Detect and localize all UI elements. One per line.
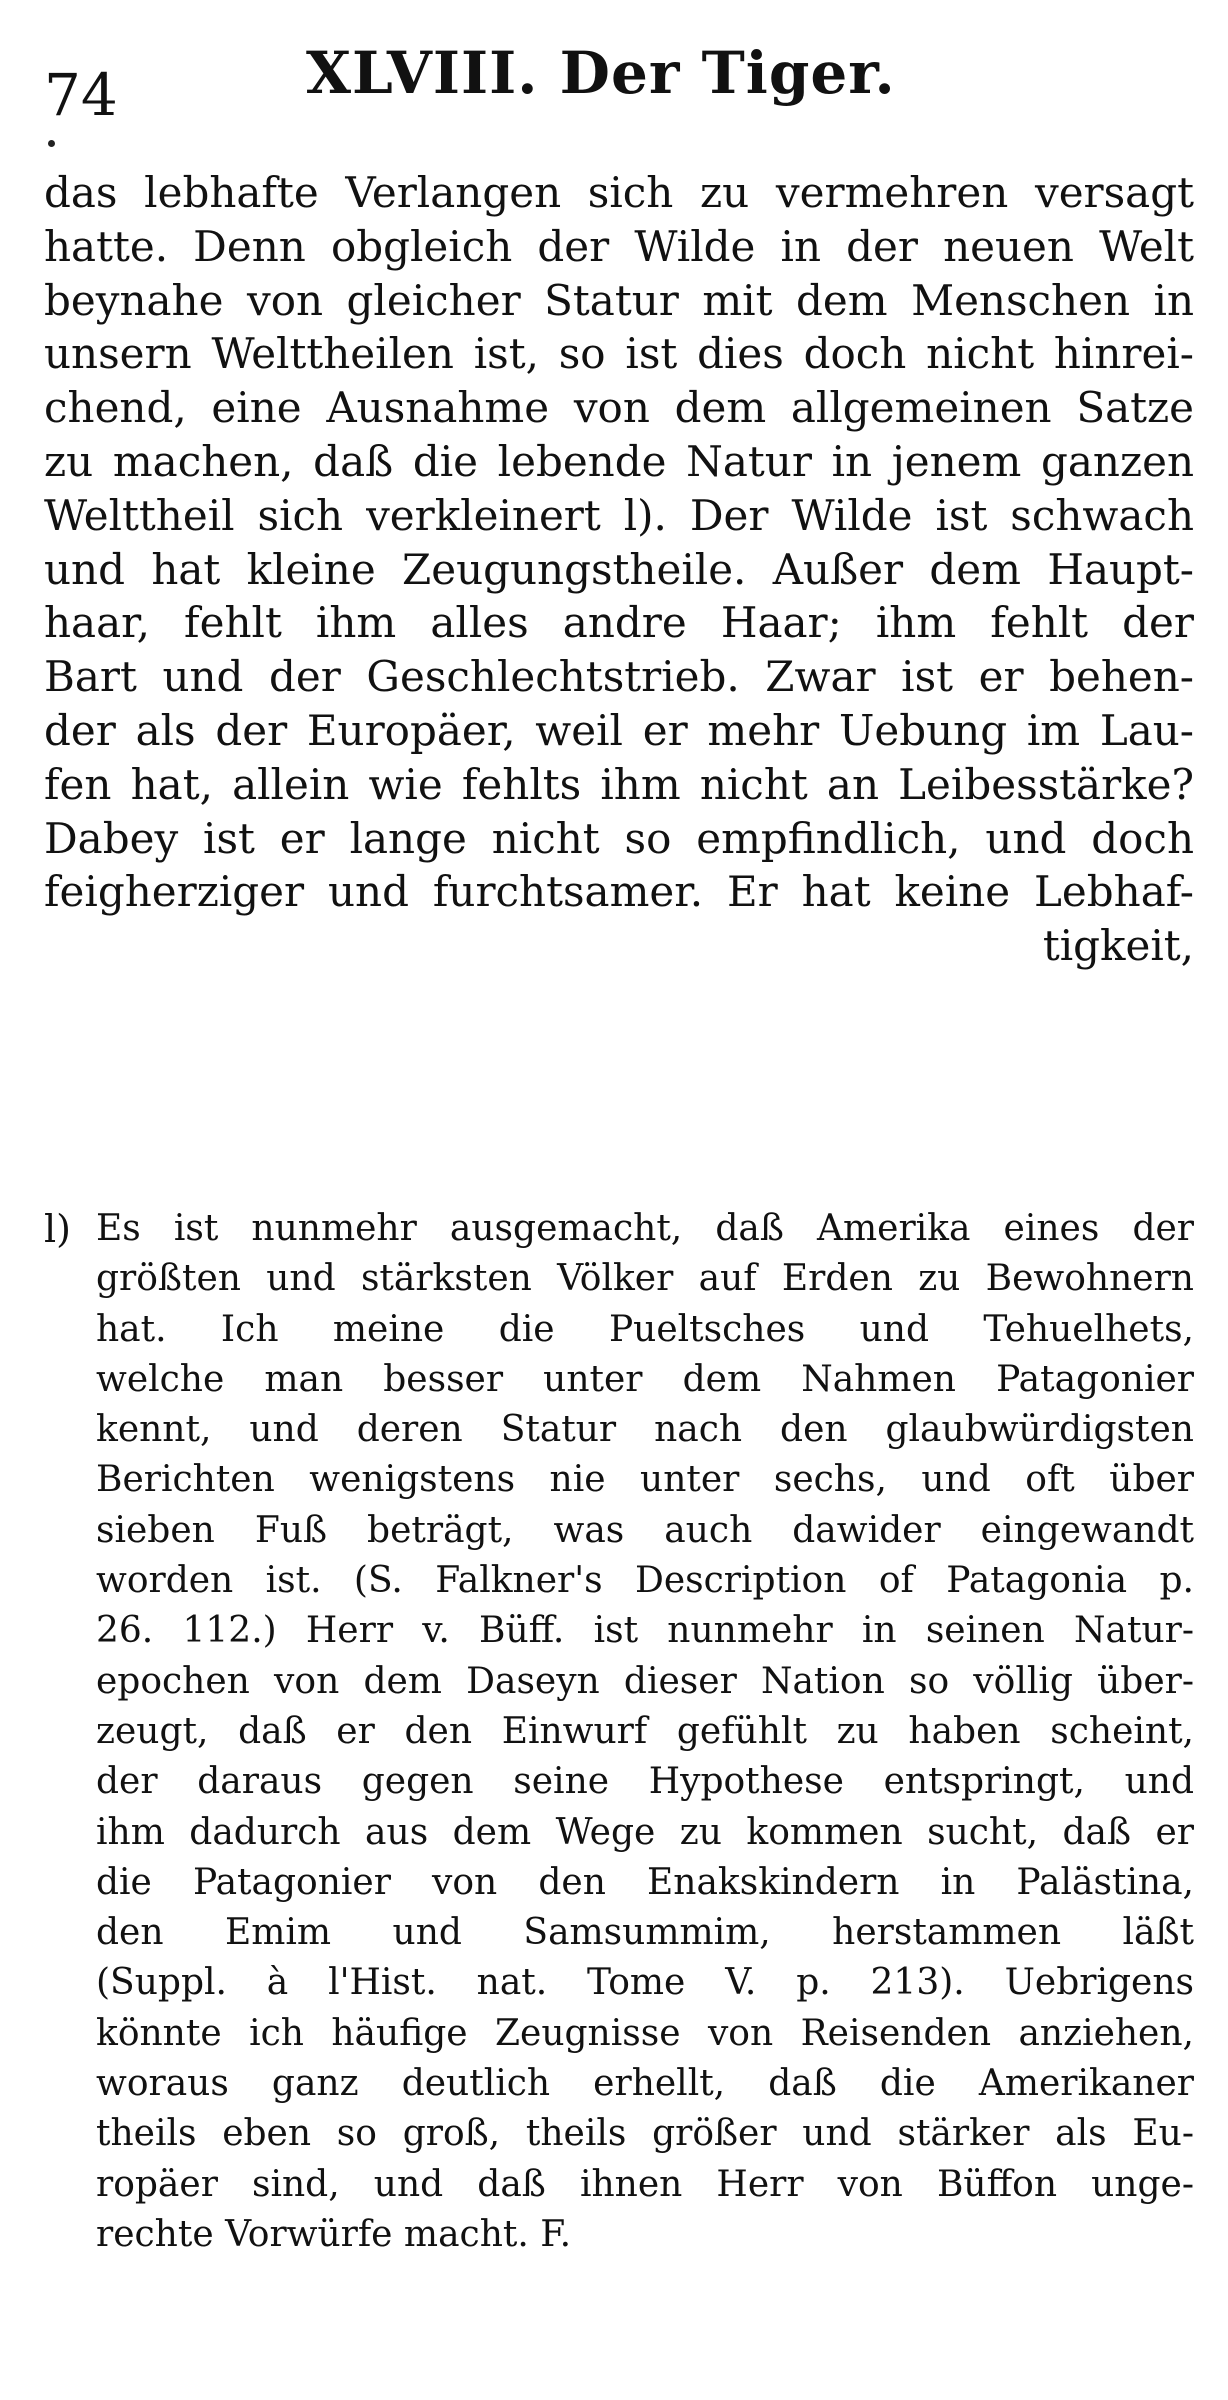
footnote-line: Es ist nunmehr ausgemacht, daß Amerika eines der <box>96 1208 1194 1249</box>
text-line: fen hat, allein wie fehlts ihm nicht an Leibesstärke? <box>44 759 1194 809</box>
footnote-line: den Emim und Samsummim, herstammen läßt <box>96 1912 1194 1954</box>
page-number: 74 <box>44 61 118 129</box>
footnote-line: hat. Ich meine die Pueltsches und Tehuelhets, <box>96 1308 1194 1350</box>
footnote-line: theils eben so groß, theils größer und stärker als Eu- <box>96 2113 1194 2155</box>
footnote-line: könnte ich häufige Zeugnisse von Reisenden anziehen, <box>96 2012 1194 2054</box>
page-header <box>44 20 1184 130</box>
ink-dot <box>48 140 55 147</box>
text-line: beynahe von gleicher Statur mit dem Menschen in <box>44 275 1194 325</box>
footnote-line: rechte Vorwürfe macht. F. <box>96 2213 572 2255</box>
footnote-line: Berichten wenigstens nie unter sechs, und oft über <box>96 1459 1194 1501</box>
text-line: unsern Welttheilen ist, so ist dies doch nicht hinrei- <box>44 329 1194 379</box>
footnote-line: 26. 112.) Herr v. Büff. ist nunmehr in seinen Natur- <box>96 1610 1194 1652</box>
text-line: Dabey ist er lange nicht so empfindlich, und doch <box>44 813 1194 863</box>
footnote-line: kennt, und deren Statur nach den glaubwürdigsten <box>96 1409 1194 1451</box>
footnote-line: die Patagonier von den Enakskindern in Palästina, <box>96 1861 1194 1903</box>
footnote-line: welche man besser unter dem Nahmen Patagonier <box>96 1358 1194 1400</box>
main-text <box>44 166 1194 973</box>
text-line: und hat kleine Zeugungstheile. Außer dem Haupt- <box>44 544 1194 594</box>
text-line: chend, eine Ausnahme von dem allgemeinen Satze <box>44 383 1194 433</box>
text-line: zu machen, daß die lebende Natur in jenem ganzen <box>44 436 1194 486</box>
footnote-line: ropäer sind, und daß ihnen Herr von Büffon unge- <box>96 2163 1194 2205</box>
footnote-line: epochen von dem Daseyn dieser Nation so völlig über- <box>96 1660 1194 1702</box>
text-line: Bart und der Geschlechtstrieb. Zwar ist er behen- <box>44 652 1194 702</box>
running-head: XLVIII. Der Tiger. <box>306 39 896 107</box>
text-line: das lebhafte Verlangen sich zu vermehren versagt <box>44 168 1194 217</box>
footnote-line: der daraus gegen seine Hypothese entspringt, und <box>96 1761 1194 1803</box>
catchword: tigkeit, <box>1042 921 1194 971</box>
footnote-marker: l) <box>44 1207 71 1251</box>
footnote-line: zeugt, daß er den Einwurf gefühlt zu haben scheint, <box>96 1710 1194 1752</box>
footnote-line: ihm dadurch aus dem Wege zu kommen sucht, daß er <box>96 1811 1194 1853</box>
text-line: haar, fehlt ihm alles andre Haar; ihm fehlt der <box>44 598 1194 648</box>
footnote-line: (Suppl. à l'Hist. nat. Tome V. p. 213). Uebrigens <box>96 1962 1194 2004</box>
footnote-line: größten und stärksten Völker auf Erden zu Bewohnern <box>96 1258 1194 1300</box>
text-line: hatte. Denn obgleich der Wilde in der neuen Welt <box>44 221 1194 271</box>
footnote-line: sieben Fuß beträgt, was auch dawider eingewandt <box>96 1509 1194 1551</box>
footnote-line: woraus ganz deutlich erhellt, daß die Amerikaner <box>96 2063 1194 2105</box>
text-line: der als der Europäer, weil er mehr Uebung im Lau- <box>44 705 1194 755</box>
footnote-text <box>96 1204 1194 2260</box>
text-line: feigherziger und furchtsamer. Er hat keine Lebhaf- <box>44 867 1194 917</box>
footnote-line: worden ist. (S. Falkner's Description of Patagonia p. <box>96 1560 1194 1602</box>
text-line: Welttheil sich verkleinert l). Der Wilde ist schwach <box>44 490 1194 540</box>
